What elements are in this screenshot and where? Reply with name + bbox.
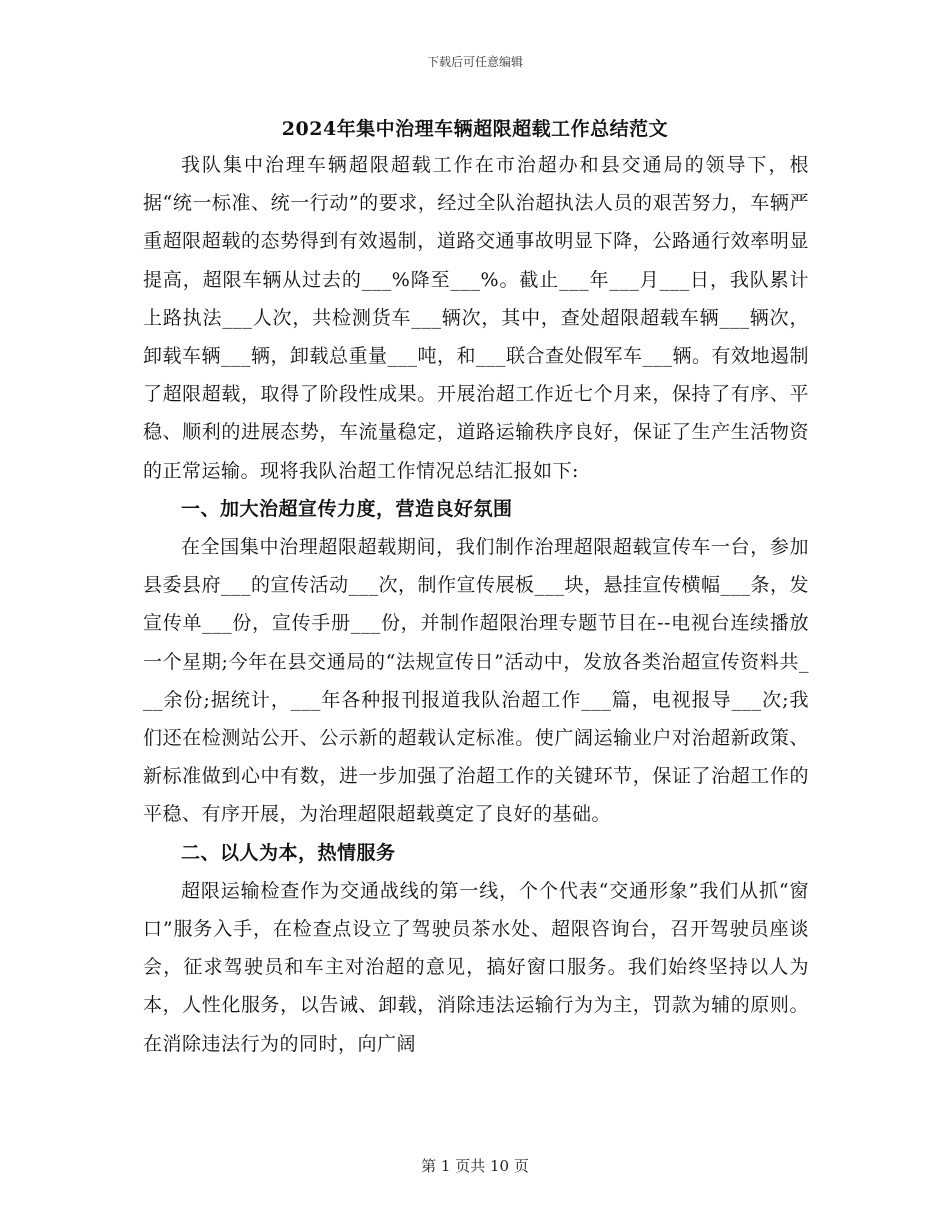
section-heading-2: 二、以人为本，热情服务 [181, 841, 396, 864]
section-paragraph-2: 超限运输检查作为交通战线的第一线，个个代表“交通形象”我们从抓“窗口”服务入手，在检查点设立了驾驶员茶水处、超限咨询台，召开驾驶员座谈会，征求驾驶员和车主对治超的意见，搞好窗口服务。我们始终坚持以人为本，人性化服务，以告诫、卸载，消除违法运输行为为主，罚款为辅的原则。在消除违法行为的同时，向广阔 [143, 879, 809, 1055]
page-number: 第 1 页共 10 页 [421, 1157, 529, 1175]
section-heading-1: 一、加大治超宣传力度，营造良好氛围 [181, 497, 513, 520]
document-body [143, 146, 809, 1063]
section-paragraph-1: 在全国集中治理超限超载期间，我们制作治理超限超载宣传车一台，参加县委县府___的宣传活动___次，制作宣传展板___块，悬挂宣传横幅___条，发宣传单___份，宣传手册___份，并制作超限治理专题节目在--电视台连续播放一个星期;今年在县交通局的“法规宣传日”活动中，发放各类治超宣传资料共___余份;据统计，___年各种报刊报道我队治超工作___篇，电视报导___次;我们还在检测站公开、公示新的超载认定标准。使广阔运输业户对治超新政策、新标准做到心中有数，进一步加强了治超工作的关键环节，保证了治超工作的平稳、有序开展，为治理超限超载奠定了良好的基础。 [143, 536, 810, 826]
page-header-note: 下载后可任意编辑 [426, 55, 523, 69]
document-title: 2024年集中治理车辆超限超载工作总结范文 [281, 118, 669, 140]
intro-paragraph: 我队集中治理车辆超限超载工作在市治超办和县交通局的领导下，根据“统一标准、统一行动”的要求，经过全队治超执法人员的艰苦努力，车辆严重超限超载的态势得到有效遏制，道路交通事故明显下降，公路通行效率明显提高，超限车辆从过去的___%降至___%。截止___年___月___日，我队累计上路执法___人次，共检测货车___辆次，其中，查处超限超载车辆___辆次，卸载车辆___辆，卸载总重量___吨，和___联合查处假军车___辆。有效地遏制了超限超载，取得了阶段性成果。开展治超工作近七个月来，保持了有序、平稳、顺利的进展态势，车流量稳定，道路运输秩序良好，保证了生产生活物资的正常运输。现将我队治超工作情况总结汇报如下: [143, 154, 810, 482]
